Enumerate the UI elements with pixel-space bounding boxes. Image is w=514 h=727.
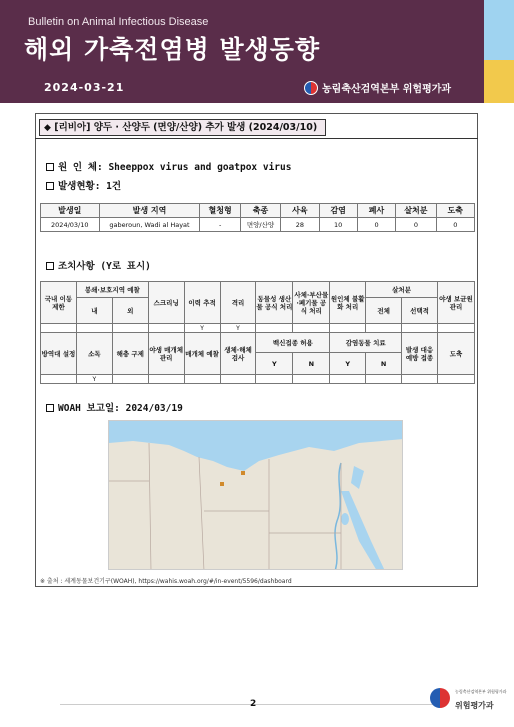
hdr-treat-y: Y xyxy=(330,353,366,375)
hdr-tracing: 이력 추적 xyxy=(184,282,220,324)
header-org-name: 농림축산검역본부 위험평가과 xyxy=(322,84,452,95)
mark-cell xyxy=(366,324,402,333)
mark-cell xyxy=(76,324,112,333)
hdr-culling-selective: 선택적 xyxy=(402,298,438,324)
col-region: 발생 지역 xyxy=(99,204,200,218)
mark-cell xyxy=(41,324,77,333)
cause-label: 원 인 체: xyxy=(58,162,103,173)
measures-table xyxy=(40,281,475,384)
hdr-culling: 살처분 xyxy=(366,282,438,298)
square-bullet-icon xyxy=(46,404,54,412)
mark-cell xyxy=(112,375,148,384)
mark-cell xyxy=(437,324,474,333)
mark-cell xyxy=(330,324,366,333)
hdr-official-carcass: 사체·부산물·폐기물 공식 처리 xyxy=(293,282,330,324)
cell-dead: 0 xyxy=(357,218,395,232)
col-infected: 감염 xyxy=(319,204,357,218)
mark-cell xyxy=(148,375,184,384)
agency-logo-icon xyxy=(304,81,318,95)
mark-cell xyxy=(437,375,474,384)
cell-culled: 0 xyxy=(396,218,436,232)
mark-cell: Y xyxy=(184,324,220,333)
measures-line xyxy=(46,258,151,272)
page-number: 2 xyxy=(250,699,257,709)
hdr-zoning: 방역대 설정 xyxy=(41,333,77,375)
cell-raised: 28 xyxy=(281,218,319,232)
measures-label: 조치사항 (Y로 표시) xyxy=(58,261,151,272)
mark-cell xyxy=(293,324,330,333)
header-banner xyxy=(0,0,514,103)
hdr-outside: 외 xyxy=(112,298,148,324)
mark-cell xyxy=(256,375,293,384)
hdr-screening: 스크리닝 xyxy=(148,282,184,324)
col-serotype: 혈청형 xyxy=(200,204,240,218)
footer-org-name: 위험평가과 xyxy=(455,701,494,710)
hdr-wildlife-control: 야생 매개체 관리 xyxy=(148,333,184,375)
footer-org-small: 농림축산검역본부 위험평가과 xyxy=(455,689,507,694)
cell-date: 2024/03/10 xyxy=(41,218,100,232)
cause-value: Sheeppox virus and goatpox virus xyxy=(108,162,292,173)
bulletin-subtitle: Bulletin on Animal Infectious Disease xyxy=(28,16,209,28)
hdr-slaughter: 도축 xyxy=(437,333,474,375)
woah-label: WOAH 보고일: xyxy=(58,403,120,414)
hdr-pathogen: 원인체 불활화 처리 xyxy=(330,282,366,324)
mark-cell xyxy=(41,375,77,384)
header-accent-yellow xyxy=(484,60,514,103)
square-bullet-icon xyxy=(46,163,54,171)
measures-header-row-1 xyxy=(41,282,475,298)
status-label: 발생현황: xyxy=(58,181,101,192)
map-image xyxy=(109,421,403,570)
diamond-icon: ◆ xyxy=(44,123,51,133)
outbreak-table xyxy=(40,203,475,232)
source-note: ※ 출처 : 세계동물보건기구(WOAH), https://wahis.woah.org/#/in-event/5596/dashboard xyxy=(40,578,292,585)
status-line xyxy=(46,178,121,192)
bulletin-title: 해외 가축전염병 발생동향 xyxy=(24,35,321,64)
section-title: [리비아] 양두 · 산양두 (면양/산양) 추가 발생 (2024/03/10) xyxy=(54,122,318,133)
hdr-official-products: 동물성 생산물 공식 처리 xyxy=(256,282,293,324)
header-accent-blue xyxy=(484,0,514,60)
hdr-quarantine: 격리 xyxy=(220,282,256,324)
mark-cell xyxy=(293,375,330,384)
mark-cell: Y xyxy=(220,324,256,333)
mark-cell xyxy=(148,324,184,333)
hdr-vector-surveillance: 매개체 예찰 xyxy=(184,333,220,375)
hdr-inspection: 생체·해체 검사 xyxy=(220,333,256,375)
hdr-inside: 내 xyxy=(76,298,112,324)
header-org xyxy=(304,80,451,95)
mark-cell xyxy=(366,375,402,384)
hdr-vaccination: 백신접종 허용 xyxy=(256,333,330,353)
table-row xyxy=(41,218,475,232)
hdr-containment: 봉쇄·보호지역 예찰 xyxy=(76,282,148,298)
cell-slaughtered: 0 xyxy=(436,218,474,232)
measures-header-row-3 xyxy=(41,333,475,353)
table-header-row xyxy=(41,204,475,218)
cause-line xyxy=(46,159,291,173)
mark-cell xyxy=(256,324,293,333)
hdr-pest-control: 해충 구제 xyxy=(112,333,148,375)
status-value: 1건 xyxy=(106,181,122,192)
square-bullet-icon xyxy=(46,262,54,270)
mark-cell xyxy=(220,375,256,384)
cell-serotype: - xyxy=(200,218,240,232)
cell-species: 면양/산양 xyxy=(240,218,280,232)
measures-mark-row-2 xyxy=(41,375,475,384)
col-species: 축종 xyxy=(240,204,280,218)
hdr-vacc-n: N xyxy=(293,353,330,375)
cell-infected: 10 xyxy=(319,218,357,232)
col-culled: 살처분 xyxy=(396,204,436,218)
hdr-national-restriction: 국내 이동 제한 xyxy=(41,282,77,324)
hdr-vacc-y: Y xyxy=(256,353,293,375)
hdr-wildlife-reservoir: 야생 보균원 관리 xyxy=(437,282,474,324)
mark-cell xyxy=(402,375,438,384)
section-header xyxy=(35,117,478,139)
mark-cell xyxy=(330,375,366,384)
hdr-prevention: 발생 대응 예방 접종 xyxy=(402,333,438,375)
mark-cell: Y xyxy=(76,375,112,384)
mark-cell xyxy=(402,324,438,333)
outbreak-map xyxy=(108,420,403,570)
col-dead: 폐사 xyxy=(357,204,395,218)
col-slaughtered: 도축 xyxy=(436,204,474,218)
mark-cell xyxy=(112,324,148,333)
mark-cell xyxy=(184,375,220,384)
hdr-culling-all: 전체 xyxy=(366,298,402,324)
outbreak-marker-icon xyxy=(241,471,245,475)
col-raised: 사육 xyxy=(281,204,319,218)
section-title-box xyxy=(39,119,326,136)
agency-logo-icon xyxy=(430,688,450,708)
hdr-treat-n: N xyxy=(366,353,402,375)
cell-region: gaberoun, Wadi al Hayat xyxy=(99,218,200,232)
hdr-treatment: 감염동물 치료 xyxy=(330,333,402,353)
woah-value: 2024/03/19 xyxy=(125,403,183,414)
col-date: 발생일 xyxy=(41,204,100,218)
square-bullet-icon xyxy=(46,182,54,190)
woah-line xyxy=(46,400,183,414)
hdr-disinfection: 소독 xyxy=(76,333,112,375)
bulletin-date: 2024-03-21 xyxy=(44,81,125,94)
outbreak-marker-icon xyxy=(220,482,224,486)
measures-mark-row-1 xyxy=(41,324,475,333)
